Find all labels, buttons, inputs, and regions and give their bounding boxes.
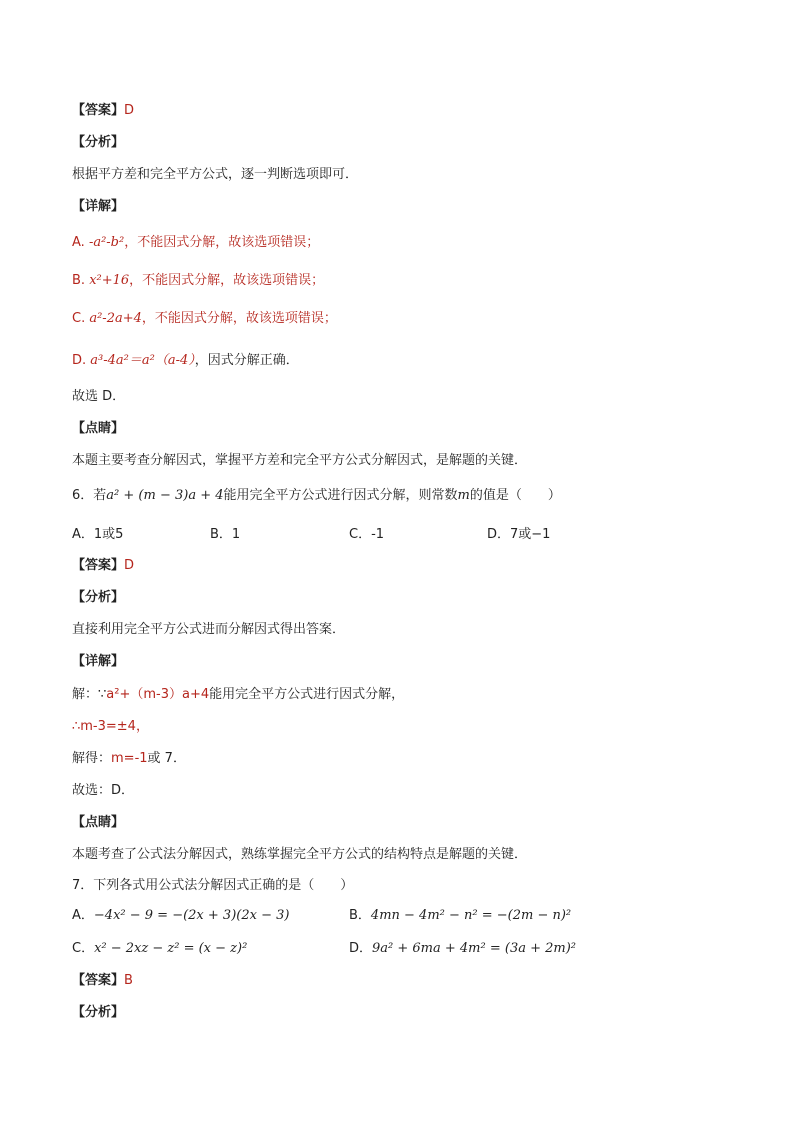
q7-option-b: B．4mn − 4m² − n² = −(2m − n)² [349, 908, 572, 923]
solution-line-2: ∴m-3=±4， [72, 719, 149, 734]
q7-stem: 7．下列各式用公式法分解因式正确的是（ ） [72, 878, 354, 893]
q6-option-c: C．-1 [349, 527, 385, 542]
detail-tag: 【详解】 [72, 199, 125, 214]
detail-line-a: A. -a²-b²，不能因式分解，故该选项错误； [72, 235, 320, 250]
q7-option-d: D．9a² + 6ma + 4m² = (3a + 2m)² [349, 941, 577, 956]
answer-value: D [124, 558, 135, 573]
analysis-tag: 【分析】 [72, 1005, 125, 1020]
q6-stem: 6．若a² + (m − 3)a + 4能用完全平方公式进行因式分解，则常数m的值是（ ） [72, 488, 561, 503]
detail-line-c: C. a²-2a+4，不能因式分解，故该选项错误； [72, 311, 337, 326]
answer-value: B [124, 973, 133, 988]
question-number: 6． [72, 488, 94, 503]
conclusion: 故选：D． [72, 783, 135, 798]
comment-text: 本题主要考查分解因式，掌握平方差和完全平方公式分解因式，是解题的关键． [72, 453, 528, 468]
detail-line-d: D. a³-4a²＝a²（a-4），因式分解正确． [72, 353, 299, 368]
analysis-tag: 【分析】 [72, 135, 125, 150]
solution-line-3: 解得：m=-1或 7． [72, 751, 186, 766]
question-number: 7． [72, 878, 94, 893]
comment-tag: 【点睛】 [72, 421, 125, 436]
analysis-text: 直接利用完全平方公式进而分解因式得出答案． [72, 622, 346, 637]
expr-b: x²+16 [89, 273, 130, 288]
q6-answer-line [72, 557, 134, 575]
stem-variable: m [457, 488, 470, 503]
solution-line-1: 解：∵a²+（m-3）a+4能用完全平方公式进行因式分解， [72, 687, 405, 702]
q6-option-b: B．1 [210, 527, 241, 542]
q6-option-d: D．7或−1 [487, 527, 551, 542]
comment-text: 本题考查了公式法分解因式，熟练掌握完全平方公式的结构特点是解题的关键． [72, 847, 528, 862]
q7-option-a: A．−4x² − 9 = −(2x + 3)(2x − 3) [72, 908, 290, 923]
expr-c: a²-2a+4 [89, 311, 142, 326]
detail-line-b: B. x²+16，不能因式分解，故该选项错误； [72, 273, 325, 288]
analysis-text: 根据平方差和完全平方公式，逐一判断选项即可． [72, 167, 359, 182]
answer-tag: 【答案】 [72, 103, 125, 118]
stem-expression: a² + (m − 3)a + 4 [106, 488, 224, 503]
answer-tag: 【答案】 [72, 973, 125, 988]
answer-tag: 【答案】 [72, 558, 125, 573]
q6-option-a: A．1或5 [72, 527, 124, 542]
q7-option-c: C．x² − 2xz − z² = (x − z)² [72, 941, 248, 956]
analysis-tag: 【分析】 [72, 590, 125, 605]
solution-value: m=-1 [111, 751, 148, 766]
solution-expression: a²+（m-3）a+4 [106, 687, 210, 702]
q5-answer-line [72, 102, 134, 120]
expr-d: a³-4a²＝a²（a-4） [90, 353, 195, 368]
q7-answer-line [72, 972, 133, 990]
answer-value: D [124, 103, 135, 118]
expr-a: -a²-b² [88, 235, 125, 250]
detail-tag: 【详解】 [72, 654, 125, 669]
conclusion: 故选 D． [72, 389, 126, 404]
comment-tag: 【点睛】 [72, 815, 125, 830]
